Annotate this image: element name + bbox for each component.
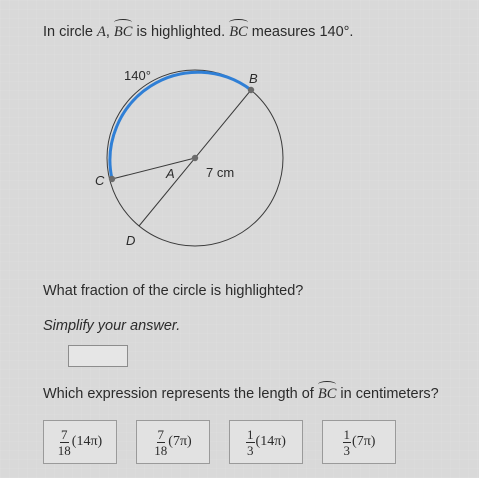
choice-2-fraction — [154, 428, 167, 457]
radius-ac — [112, 158, 195, 179]
arc-name-2: BC — [229, 24, 248, 40]
point-d-label: D — [126, 233, 136, 248]
choice-1-expression: (14π) — [71, 434, 103, 449]
intro-comma: , — [105, 24, 114, 40]
highlighted-arc-bc — [110, 72, 251, 179]
choice-4-expression: (7π) — [352, 434, 376, 449]
choice-4-numerator: 1 — [343, 426, 351, 442]
choice-1-denominator: 18 — [57, 442, 71, 458]
choice-3-numerator: 1 — [247, 426, 254, 442]
choice-4-denominator: 3 — [343, 442, 351, 458]
choice-7-18-7pi[interactable] — [136, 420, 210, 464]
point-b — [248, 87, 254, 93]
fraction-question: What fraction of the circle is highlighted? — [43, 283, 304, 299]
arc-name-3: BC — [317, 386, 337, 402]
choice-1-3-14pi[interactable] — [229, 420, 303, 464]
radius-label: 7 cm — [206, 165, 235, 180]
choice-2-denominator: 18 — [154, 442, 168, 458]
choice-4-fraction — [343, 428, 352, 457]
point-b-label: B — [249, 71, 258, 86]
arc-length-question — [43, 386, 439, 403]
circle-label: A — [97, 24, 106, 40]
arc-measure-label: 140° — [124, 68, 151, 83]
choice-2-numerator: 7 — [157, 426, 165, 442]
simplify-instruction: Simplify your answer. — [43, 318, 181, 334]
arc-length-question-prefix: Which expression represents the length of — [43, 386, 318, 402]
choice-1-fraction — [58, 428, 71, 457]
point-c — [109, 176, 115, 182]
choice-1-numerator: 7 — [61, 426, 68, 442]
choice-3-expression: (14π) — [255, 434, 286, 449]
point-c-label: C — [95, 173, 105, 188]
arc-name: BC — [113, 24, 133, 40]
choice-3-fraction — [246, 428, 255, 457]
intro-text: In circle — [43, 24, 97, 40]
choice-3-denominator: 3 — [247, 442, 254, 458]
arc-length-question-suffix: in centimeters? — [336, 386, 439, 402]
point-a — [192, 155, 198, 161]
choice-7-18-14pi[interactable] — [43, 420, 117, 464]
choice-1-3-7pi[interactable] — [322, 420, 396, 464]
point-a-label: A — [166, 166, 175, 181]
intro-measures-text: measures 140°. — [247, 24, 354, 40]
choice-2-expression: (7π) — [168, 434, 192, 449]
intro-highlighted-text: is highlighted. — [132, 24, 230, 40]
fraction-answer-input[interactable] — [68, 345, 128, 367]
